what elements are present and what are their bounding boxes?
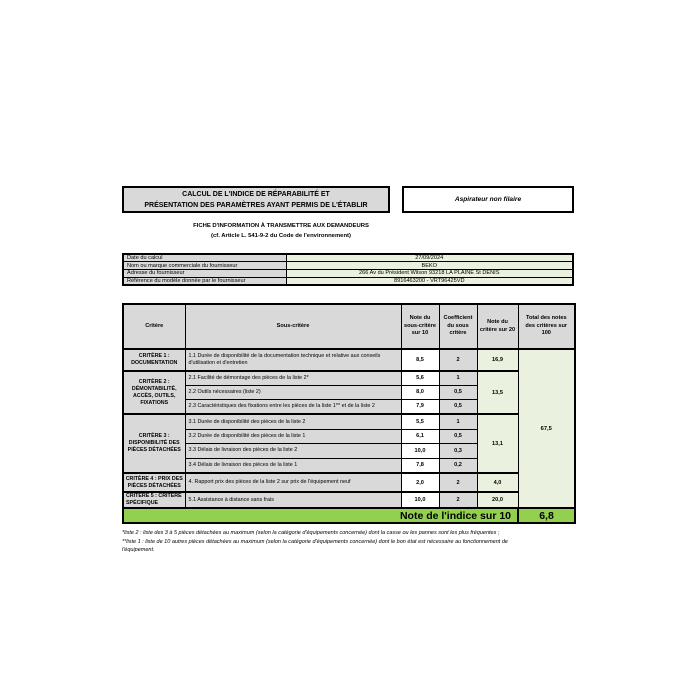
coef-2-3: 0,5 <box>439 399 477 414</box>
subnote-4: 2,0 <box>401 473 439 492</box>
footnote-liste-1-cont: l'équipement. <box>122 547 155 554</box>
header-total: Total des notes des critères sur 100 <box>518 304 575 349</box>
title-line-2: PRÉSENTATION DES PARAMÈTRES AYANT PERMIS DE L'ÉTABLIR <box>144 201 368 209</box>
table-row <box>123 254 573 262</box>
subtitle-line-1: FICHE D'INFORMATION À TRANSMETTRE AUX DEMANDEURS <box>193 223 369 229</box>
info-value-address: 266 Av du Président Wilson 93218 LA PLAINE St DENIS <box>286 270 573 278</box>
subnote-1-1: 8,5 <box>401 349 439 371</box>
table-row <box>123 473 575 492</box>
header-note-critere: Note du critère sur 20 <box>477 304 518 349</box>
subnote-5-1: 10,0 <box>401 492 439 508</box>
sheet-content <box>122 186 574 555</box>
criterion-1-label: CRITÈRE 1 : DOCUMENTATION <box>123 349 185 371</box>
criteria-header-row <box>123 304 575 349</box>
coef-2-1: 1 <box>439 371 477 385</box>
subcriterion-2-1: 2.1 Facilité de démontage des pièces de la liste 2* <box>185 371 401 385</box>
subtitle <box>122 221 440 241</box>
info-label-date: Date du calcul <box>123 254 286 262</box>
title-line-1: CALCUL DE L'INDICE DE RÉPARABILITÉ ET <box>182 190 330 198</box>
criterion-1-note20: 16,9 <box>477 349 518 371</box>
index-result-row <box>123 508 575 523</box>
total-notes-cell: 67,5 <box>518 349 575 508</box>
criterion-5-label: CRITÈRE 5 : CRITÈRE SPÉCIFIQUE <box>123 492 185 508</box>
table-row <box>123 262 573 270</box>
coef-5-1: 2 <box>439 492 477 508</box>
subcriterion-5-1: 5.1 Assistance à distance sans frais <box>185 492 401 508</box>
coef-3-2: 0,5 <box>439 429 477 443</box>
footnote-liste-2: *liste 2 : liste des 3 à 5 pièces détachées au maximum (selon la catégorie d'équipements concernée) dont la casse ou les pannes sont les plus fréquentes ; <box>122 530 500 537</box>
info-value-brand: BEKO <box>286 262 573 270</box>
table-row <box>123 371 575 385</box>
header-critere: Critère <box>123 304 185 349</box>
subcriterion-3-2: 3.2 Durée de disponibilité des pièces de la liste 1 <box>185 429 401 443</box>
table-row <box>123 492 575 508</box>
product-category-box <box>402 186 574 213</box>
subnote-3-1: 5,5 <box>401 414 439 429</box>
coef-1-1: 2 <box>439 349 477 371</box>
subcriterion-1-1: 1.1 Durée de disponibilité de la documentation technique et relative aux conseils d'utilisation et d'entretien <box>185 349 401 371</box>
table-row <box>123 349 575 371</box>
criterion-2-note20: 13,5 <box>477 371 518 414</box>
criterion-3-note20: 13,1 <box>477 414 518 473</box>
subnote-2-1: 5,6 <box>401 371 439 385</box>
info-label-address: Adresse du fournisseur <box>123 270 286 278</box>
subcriterion-3-1: 3.1 Durée de disponibilité des pièces de la liste 2 <box>185 414 401 429</box>
header-sous-critere: Sous-critère <box>185 304 401 349</box>
coef-4: 2 <box>439 473 477 492</box>
footnotes <box>122 529 574 555</box>
coef-3-3: 0,3 <box>439 443 477 458</box>
table-row <box>123 270 573 278</box>
criterion-2-label: CRITÈRE 2 : DÉMONTABILITÉ, ACCÈS, OUTILS, FIXATIONS <box>123 371 185 414</box>
table-row <box>123 414 575 429</box>
subcriterion-3-4: 3.4 Délais de livraison des pièces de la liste 1 <box>185 458 401 473</box>
criteria-table <box>122 303 576 524</box>
supplier-info-table <box>122 253 574 286</box>
criterion-4-note20: 4,0 <box>477 473 518 492</box>
info-label-brand: Nom ou marque commerciale du fournisseur <box>123 262 286 270</box>
index-result-value: 6,8 <box>518 508 575 523</box>
footnote-liste-1: **liste 1 : liste de 10 autres pièces détachées au maximum (selon la catégorie d'équipements concernée) dont le bon état est nécessaire au fonctionnement de <box>122 538 508 545</box>
criterion-3-label: CRITÈRE 3 : DISPONIBILITÉ DES PIÈCES DÉTACHÉES <box>123 414 185 473</box>
coef-2-2: 0,5 <box>439 385 477 399</box>
subnote-2-3: 7,9 <box>401 399 439 414</box>
criterion-4-label: CRITÈRE 4 : PRIX DES PIÈCES DÉTACHÉES <box>123 473 185 492</box>
document-title <box>122 186 390 213</box>
subcriterion-3-3: 3.3 Délais de livraison des pièces de la liste 2 <box>185 443 401 458</box>
subtitle-line-2: (cf. Article L. 541-9-2 du Code de l'environnement) <box>211 233 351 239</box>
subnote-2-2: 8,0 <box>401 385 439 399</box>
coef-3-1: 1 <box>439 414 477 429</box>
subnote-3-3: 10,0 <box>401 443 439 458</box>
subnote-3-2: 6,1 <box>401 429 439 443</box>
subnote-3-4: 7,8 <box>401 458 439 473</box>
product-category-label: Aspirateur non filaire <box>454 196 522 203</box>
info-value-reference: 8916463200 - VRT96425VD <box>286 277 573 285</box>
info-value-date: 27/09/2024 <box>286 254 573 262</box>
table-row <box>123 277 573 285</box>
header <box>122 186 574 213</box>
coef-3-4: 0,2 <box>439 458 477 473</box>
info-label-reference: Référence du modèle donnée par le fournisseur <box>123 277 286 285</box>
index-result-label: Note de l'indice sur 10 <box>123 508 518 523</box>
subcriterion-2-3: 2.3 Caractéristiques des fixations entre les pièces de la liste 1** et de la liste 2 <box>185 399 401 414</box>
header-note-sous-critere: Note du sous-critère sur 10 <box>401 304 439 349</box>
subcriterion-4: 4. Rapport prix des pièces de la liste 2 sur prix de l'équipement neuf <box>185 473 401 492</box>
criterion-5-note20: 20,0 <box>477 492 518 508</box>
header-coefficient: Coefficient du sous critère <box>439 304 477 349</box>
subcriterion-2-2: 2.2 Outils nécessaires (liste 2) <box>185 385 401 399</box>
